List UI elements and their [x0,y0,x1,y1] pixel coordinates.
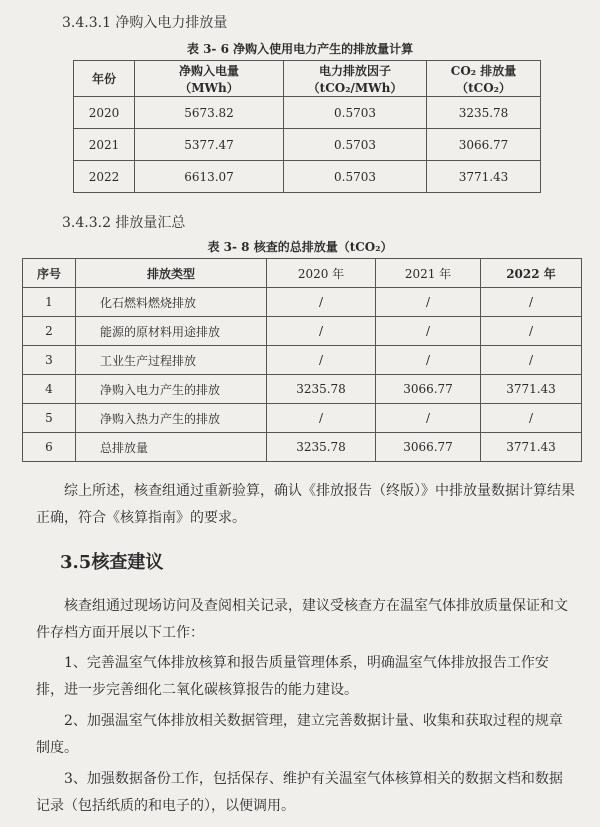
table2-cell: 6 [23,433,76,462]
table2-cell: 3066.77 [376,433,481,462]
table2-caption: 表 3- 8 核查的总排放量（tCO₂） [207,240,393,254]
table-row [23,375,582,404]
table1-cell: 3066.77 [427,129,541,161]
table-row [23,317,582,346]
table1-cell: 3771.43 [427,161,541,193]
table2-cell: 3066.77 [376,375,481,404]
table1-cell: 6613.07 [135,161,284,193]
table2-cell: 3771.43 [481,375,582,404]
table-row [74,129,541,161]
table2-cell: / [481,346,582,375]
table-row [23,288,582,317]
table1-header-row [74,61,541,97]
table1-cell: 0.5703 [284,97,427,129]
table2-cell: / [481,288,582,317]
table1-caption: 表 3- 6 净购入使用电力产生的排放量计算 [186,42,414,56]
table2-cell: 净购入电力产生的排放 [76,375,267,404]
table2-cell: 能源的原材料用途排放 [76,317,267,346]
table2-cell: 5 [23,404,76,433]
table2-cell: / [267,317,376,346]
table2-header-2020: 2020 年 [267,259,376,288]
table2-cell: / [376,317,481,346]
table-row [23,433,582,462]
table2-cell: 净购入热力产生的排放 [76,404,267,433]
table1-cell: 0.5703 [284,161,427,193]
table2-cell: 3771.43 [481,433,582,462]
table2-cell: / [267,404,376,433]
table2-cell: 化石燃料燃烧排放 [76,288,267,317]
table2-cell: 4 [23,375,76,404]
table1-cell: 0.5703 [284,129,427,161]
table1-header-co2: CO₂ 排放量 （tCO₂） [427,61,541,97]
table1-header-electricity: 净购入电量 （MWh） [135,61,284,97]
table2-cell: / [376,404,481,433]
list-item: 1、完善温室气体排放核算和报告质量管理体系，明确温室气体排放报告工作安排，进一步完善细化二氧化碳核算报告的能力建设。 [36,655,549,698]
table2-cell: 1 [23,288,76,317]
table2-cell: 总排放量 [76,433,267,462]
table2-header-index: 序号 [23,259,76,288]
intro-paragraph: 核查组通过现场访问及查阅相关记录，建议受核查方在温室气体排放质量保证和文件存档方面开展以下工作： [36,598,568,641]
table-net-electricity-emissions [73,60,541,193]
table-row [23,346,582,375]
table1-header-year: 年份 [74,61,135,97]
table2-header-2022: 2022 年 [481,259,582,288]
table2-cell: 3 [23,346,76,375]
table2-cell: 工业生产过程排放 [76,346,267,375]
table1-cell: 3235.78 [427,97,541,129]
table2-cell: 3235.78 [267,375,376,404]
table2-cell: / [481,317,582,346]
table2-cell: / [376,288,481,317]
table2-cell: 2 [23,317,76,346]
table2-header-type: 排放类型 [76,259,267,288]
summary-paragraph: 综上所述，核查组通过重新验算，确认《排放报告（终版）》中排放量数据计算结果正确，符合《核算指南》的要求。 [36,483,575,526]
list-item: 3、加强数据备份工作，包括保存、维护有关温室气体核算相关的数据文档和数据记录（包括纸质的和电子的），以便调用。 [36,771,563,814]
table1-header-factor: 电力排放因子 （tCO₂/MWh） [284,61,427,97]
table1-cell: 2021 [74,129,135,161]
table2-header-2021: 2021 年 [376,259,481,288]
table1-cell: 2020 [74,97,135,129]
table-row [23,404,582,433]
subsection-heading-3-4-3-1: 3.4.3.1 净购入电力排放量 [62,15,228,31]
table2-cell: / [376,346,481,375]
table2-cell: / [481,404,582,433]
subsection-heading-3-4-3-2: 3.4.3.2 排放量汇总 [62,215,186,231]
table2-cell: / [267,346,376,375]
table1-cell: 5377.47 [135,129,284,161]
table-row [74,161,541,193]
table1-cell: 2022 [74,161,135,193]
table-row [74,97,541,129]
table-emission-summary [22,258,582,462]
table2-header-row [23,259,582,288]
list-item: 2、加强温室气体排放相关数据管理，建立完善数据计量、收集和获取过程的规章制度。 [36,713,563,756]
table2-cell: 3235.78 [267,433,376,462]
section-heading-3-5: 3.5核查建议 [60,552,164,573]
table1-cell: 5673.82 [135,97,284,129]
table2-cell: / [267,288,376,317]
